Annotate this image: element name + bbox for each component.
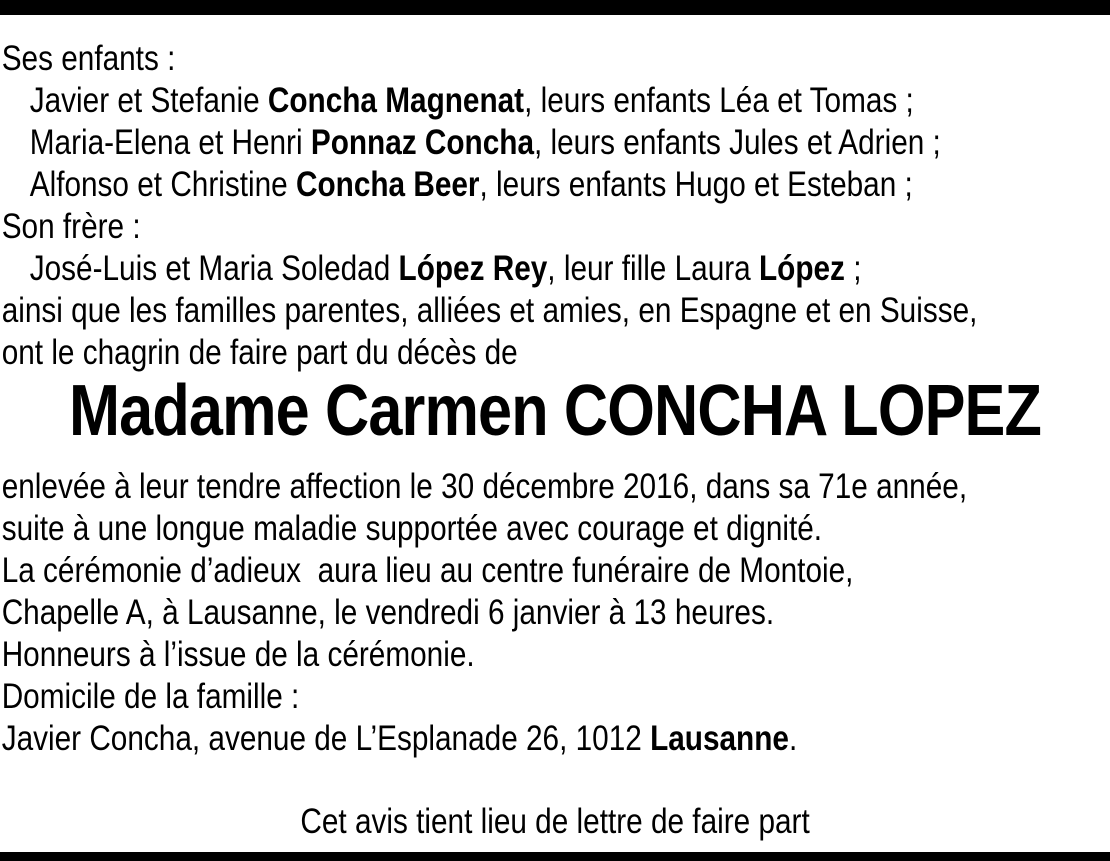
notice-line xyxy=(2,206,1110,248)
line-text: La cérémonie d’adieux aura lieu au centre funéraire de Montoie, xyxy=(1,551,854,590)
line-text: Alfonso et Christine xyxy=(29,165,296,204)
name-emphasis: Lausanne xyxy=(650,719,789,758)
notice-line xyxy=(2,290,1110,332)
notice-content xyxy=(0,15,1110,843)
notice-line xyxy=(2,466,1110,508)
line-text: ont le chagrin de faire part du décès de xyxy=(1,333,518,372)
name-emphasis: López Rey xyxy=(398,249,548,288)
notice-line xyxy=(2,676,1110,718)
line-text: Son frère : xyxy=(1,207,141,246)
notice-line xyxy=(2,592,1110,634)
bottom-rule-bar xyxy=(0,852,1110,861)
line-text: ainsi que les familles parentes, alliées et amies, en Espagne et en Suisse, xyxy=(1,291,978,330)
line-text: Ses enfants : xyxy=(1,39,176,78)
notice-line xyxy=(2,634,1110,676)
family-lines xyxy=(0,38,1110,374)
name-emphasis: Concha Beer xyxy=(295,165,480,204)
notice-line xyxy=(2,80,1110,122)
line-text: José-Luis et Maria Soledad xyxy=(29,249,399,288)
notice-line xyxy=(2,38,1110,80)
notice-line xyxy=(2,508,1110,550)
ceremony-lines xyxy=(0,466,1110,760)
closing-line: Cet avis tient lieu de lettre de faire part xyxy=(300,802,810,841)
top-rule-bar xyxy=(0,0,1110,15)
line-text: , leurs enfants Hugo et Esteban ; xyxy=(479,165,913,204)
line-text: ; xyxy=(844,249,862,288)
name-emphasis: Ponnaz Concha xyxy=(310,123,534,162)
line-text: Javier et Stefanie xyxy=(29,81,268,120)
deceased-name-headline: Madame Carmen CONCHA LOPEZ xyxy=(69,371,1042,451)
name-emphasis: Concha Magnenat xyxy=(267,81,525,120)
line-text: , leur fille Laura xyxy=(547,249,759,288)
name-emphasis: López xyxy=(758,249,845,288)
notice-line xyxy=(2,550,1110,592)
line-text: , leurs enfants Léa et Tomas ; xyxy=(524,81,914,120)
line-text: suite à une longue maladie supportée avec courage et dignité. xyxy=(1,509,823,548)
line-text: Javier Concha, avenue de L’Esplanade 26, 1012 xyxy=(1,719,651,758)
line-text: Domicile de la famille : xyxy=(1,677,300,716)
line-text: . xyxy=(788,719,798,758)
line-text: Chapelle A, à Lausanne, le vendredi 6 janvier à 13 heures. xyxy=(1,593,775,632)
line-text: Honneurs à l’issue de la cérémonie. xyxy=(1,635,475,674)
notice-line xyxy=(2,164,1110,206)
notice-line xyxy=(2,122,1110,164)
line-text: , leurs enfants Jules et Adrien ; xyxy=(533,123,941,162)
notice-line xyxy=(2,248,1110,290)
line-text: Maria-Elena et Henri xyxy=(29,123,311,162)
line-text: enlevée à leur tendre affection le 30 décembre 2016, dans sa 71e année, xyxy=(1,467,968,506)
notice-line xyxy=(2,718,1110,760)
notice-line xyxy=(2,332,1110,374)
